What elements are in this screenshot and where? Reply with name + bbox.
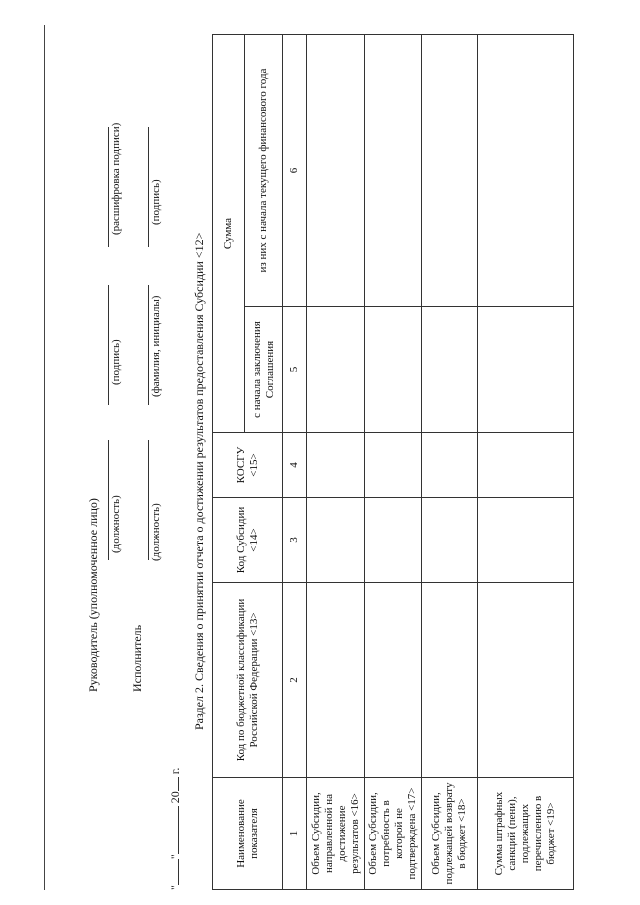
executor-position-caption: (должность) (150, 503, 162, 561)
signature-decoding-caption: (расшифровка подписи) (110, 122, 122, 235)
executor-label: Исполнитель (130, 624, 144, 692)
date-quote-open: " (168, 885, 182, 890)
col-header-kosgu: КОСГУ <15> (213, 433, 283, 498)
table-cell (365, 307, 422, 433)
col-header-since-year-start: из них с начала текущего финансового года (245, 35, 283, 307)
name-initials-caption: (фамилия, инициалы) (150, 295, 162, 397)
col-header-since-agreement: с начала заключения Соглашения (245, 307, 283, 433)
col-number: 4 (283, 433, 307, 498)
row-label: Сумма штрафных санкций (пени), подлежащих перечислению в бюджет <19> (478, 778, 574, 890)
date-year: 20 (168, 791, 182, 804)
col-header-name: Наименование показателя (213, 778, 283, 890)
table-row (478, 35, 574, 890)
signature-caption: (подпись) (110, 339, 122, 385)
table-cell (478, 35, 574, 307)
position-line (108, 440, 109, 560)
col-number: 1 (283, 778, 307, 890)
table-cell (307, 583, 365, 778)
name-initials-line (148, 285, 149, 405)
table-cell (307, 35, 365, 307)
table-cell (422, 433, 478, 498)
table-cell (478, 583, 574, 778)
table-cell (422, 583, 478, 778)
date-quote-close: " (168, 854, 182, 860)
row-label: Объем Субсидии, подлежащей возврату в бюджет <18> (422, 778, 478, 890)
table-cell (478, 307, 574, 433)
leader-label: Руководитель (уполномоченное лицо) (86, 498, 100, 692)
table-cell (365, 35, 422, 307)
section-title: Раздел 2. Сведения о принятии отчета о достижении результатов предоставления Субсидии <12> (192, 232, 206, 730)
position-caption: (должность) (110, 495, 122, 553)
date-year-suffix: г. (168, 767, 182, 775)
col-number: 3 (283, 498, 307, 583)
table-cell (307, 498, 365, 583)
table-cell (478, 498, 574, 583)
table-cell (422, 35, 478, 307)
col-header-kbk: Код по бюджетной классификации Российской Федерации <13> (213, 583, 283, 778)
signature-decoding-line (108, 127, 109, 247)
row-label: Объем Субсидии, потребность в которой не подтверждена <17> (365, 778, 422, 890)
table-row (422, 35, 478, 890)
table-cell (365, 433, 422, 498)
table-row (365, 35, 422, 890)
col-number: 2 (283, 583, 307, 778)
col-header-subsidy-code: Код Субсидии <14> (213, 498, 283, 583)
page-top-border (44, 25, 45, 890)
table-cell (422, 498, 478, 583)
date-line (168, 768, 183, 890)
table-cell (422, 307, 478, 433)
executor-signature-caption: (подпись) (150, 179, 162, 225)
col-header-sum: Сумма (213, 35, 245, 433)
table-row (307, 35, 365, 890)
executor-signature-line (148, 127, 149, 247)
table-cell (478, 433, 574, 498)
signature-line (108, 285, 109, 405)
table-cell (365, 498, 422, 583)
table-cell (365, 583, 422, 778)
results-table (212, 34, 574, 890)
table-cell (307, 307, 365, 433)
col-number: 5 (283, 307, 307, 433)
executor-position-line (148, 440, 149, 560)
col-number: 6 (283, 35, 307, 307)
row-label: Объем Субсидии, направленной на достижение результатов <16> (307, 778, 365, 890)
table-cell (307, 433, 365, 498)
